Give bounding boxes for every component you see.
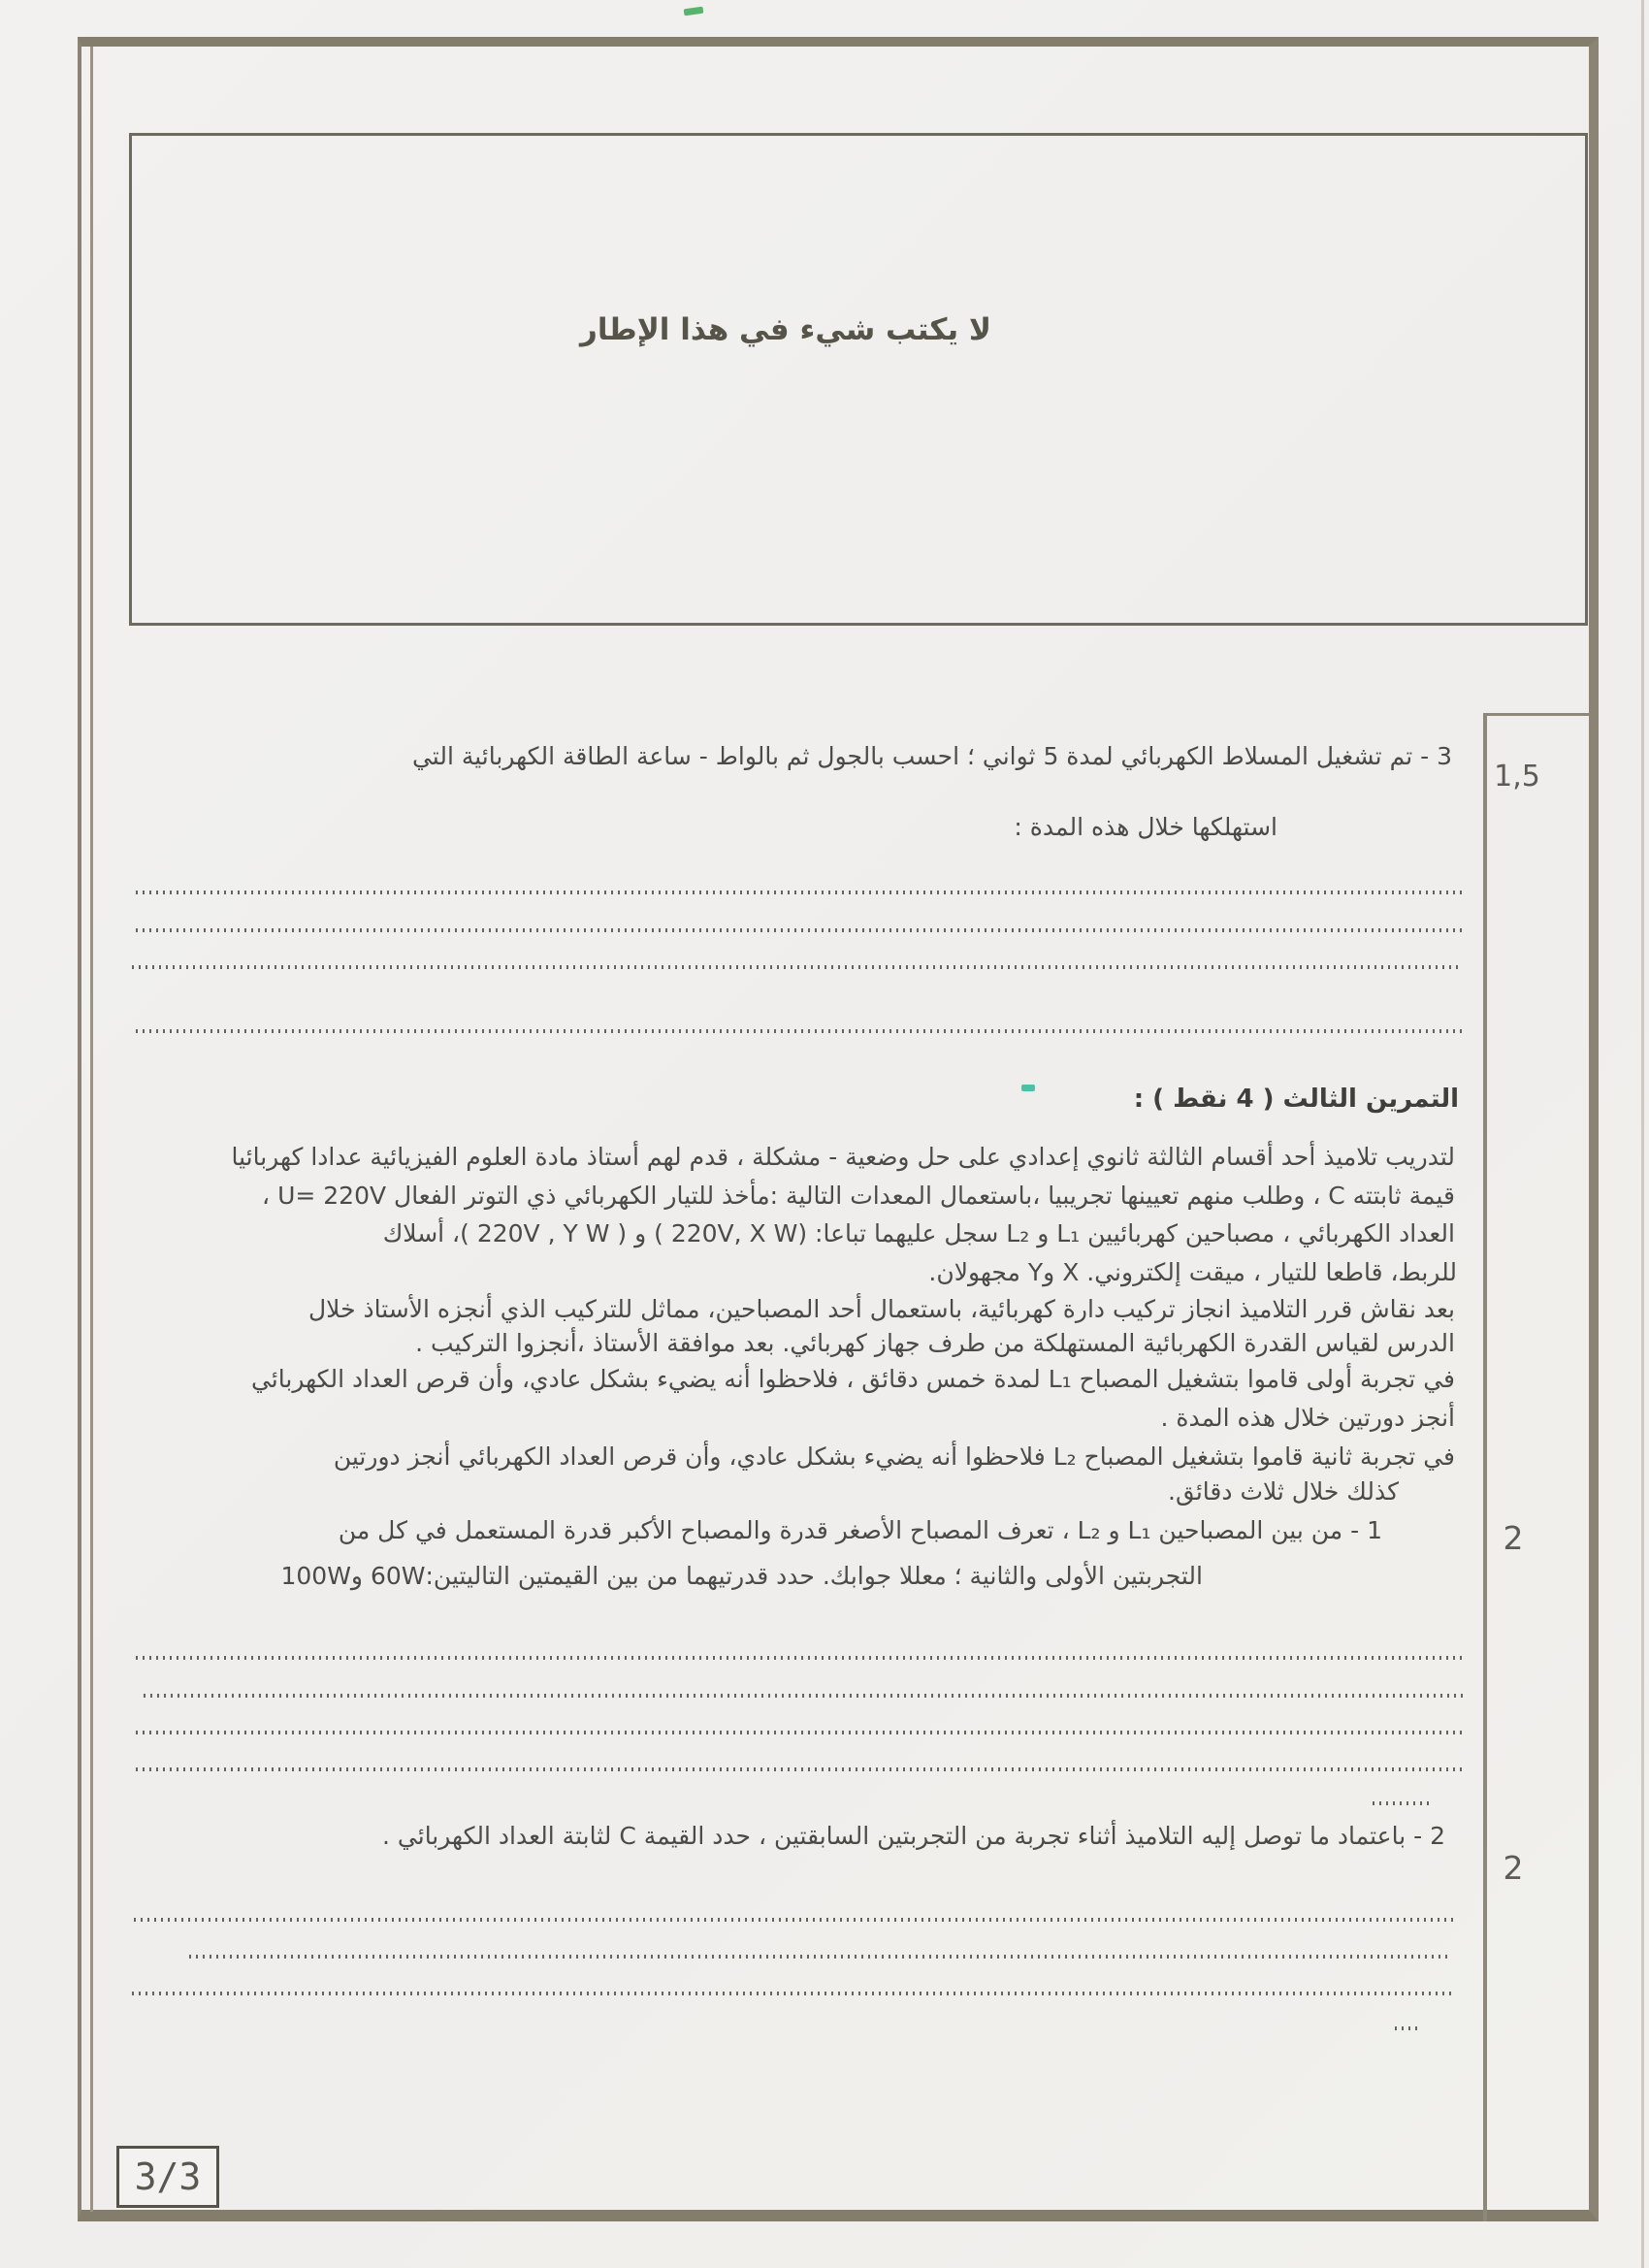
- answer-dotted-line-short: [1395, 2026, 1422, 2030]
- question2-line: 2 - باعتماد ما توصل إليه التلاميذ أثناء تجربة من التجربتين السابقتين ، حدد القيمة C لثابتة العداد الكهربائي .: [382, 1822, 1445, 1850]
- page-frame-inner-line: [90, 47, 93, 2212]
- exercise3-intro-line: قيمة ثابتته C ، وطلب منهم تعيينها تجريبيا ،باستعمال المعدات التالية :مأخذ للتيار الكهربائي ذي التوتر الفعال U= 220V ،: [262, 1182, 1455, 1210]
- answer-dotted-line: [132, 1992, 1455, 1995]
- answer-dotted-line: [136, 928, 1463, 932]
- answer-dotted-line: [189, 1955, 1450, 1959]
- no-write-notice: لا يكتب شيء في هذا الإطار: [580, 312, 991, 347]
- exercise3-title: التمرين الثالث ( 4 نقط ) :: [1133, 1085, 1459, 1114]
- exercise3-intro-line: بعد نقاش قرر التلاميذ انجاز تركيب دارة كهربائية، باستعمال أحد المصباحين، مماثل للتركيب الذي أنجزه الأستاذ خلال: [307, 1295, 1455, 1323]
- exercise3-intro-line: في تجربة أولى قاموا بتشغيل المصباح L₁ لمدة خمس دقائق ، فلاحظوا أنه يضيء بشكل عادي، وأن قرص العداد الكهربائي: [250, 1365, 1455, 1393]
- answer-dotted-line-short: [1373, 1801, 1433, 1805]
- question1-line-1: 1 - من بين المصباحين L₁ و L₂ ، تعرف المصباح الأصغر قدرة والمصباح الأكبر قدرة المستعمل في كل من: [338, 1516, 1382, 1544]
- exercise3-intro-line: العداد الكهربائي ، مصباحين كهربائيين L₁ و L₂ سجل عليهما تباعا: (220V, X W ) و ( 220V , Y W )، أسلاك: [382, 1219, 1455, 1247]
- exercise3-intro-line: للربط، قاطعا للتيار ، ميقت إلكتروني. X وY مجهولان.: [928, 1258, 1457, 1286]
- answer-dotted-line: [136, 1029, 1463, 1033]
- answer-dotted-line: [136, 1731, 1463, 1734]
- question3-line-2: استهلكها خلال هذه المدة :: [1014, 813, 1277, 841]
- exercise3-intro-line: كذلك خلال ثلاث دقائق.: [1168, 1477, 1399, 1506]
- page-number-box: [116, 2146, 219, 2208]
- no-write-frame: [129, 133, 1588, 626]
- scan-speck-green: [684, 7, 704, 16]
- marks-column-top-line: [1483, 713, 1590, 716]
- exercise3-intro-line: لتدريب تلاميذ أحد أقسام الثالثة ثانوي إعدادي على حل وضعية - مشكلة ، قدم لهم أستاذ مادة العلوم الفيزيائية عدادا كهربائيا: [231, 1143, 1455, 1171]
- question3-line-1: 3 - تم تشغيل المسلاط الكهربائي لمدة 5 ثواني ؛ احسب بالجول ثم بالواط - ساعة الطاقة الكهربائية التي: [411, 742, 1452, 770]
- marks-column-divider: [1483, 713, 1487, 2221]
- mark-question1: 2: [1503, 1519, 1524, 1557]
- exercise3-intro-line: أنجز دورتين خلال هذه المدة .: [1160, 1404, 1455, 1432]
- mark-question3: 1,5: [1494, 760, 1540, 794]
- exercise3-intro-line: الدرس لقياس القدرة الكهربائية المستهلكة من طرف جهاز كهربائي. بعد موافقة الأستاذ ،أنجزوا التركيب .: [415, 1329, 1455, 1357]
- page-number: 3/3: [134, 2155, 202, 2198]
- answer-dotted-line: [136, 1656, 1463, 1660]
- question1-line-2: التجربتين الأولى والثانية ؛ معللا جوابك. حدد قدرتيهما من بين القيمتين التاليتين:60W و100W: [280, 1562, 1203, 1590]
- exercise3-intro-line: في تجربة ثانية قاموا بتشغيل المصباح L₂ فلاحظوا أنه يضيء بشكل عادي، وأن قرص العداد الكهربائي أنجز دورتين: [333, 1442, 1455, 1471]
- answer-dotted-line: [136, 1767, 1463, 1771]
- answer-dotted-line: [132, 965, 1463, 969]
- answer-dotted-line: [144, 1694, 1463, 1698]
- answer-dotted-line: [134, 1918, 1455, 1922]
- mark-question2: 2: [1503, 1849, 1524, 1887]
- scan-edge-line: [1641, 0, 1644, 2268]
- answer-dotted-line: [136, 891, 1463, 894]
